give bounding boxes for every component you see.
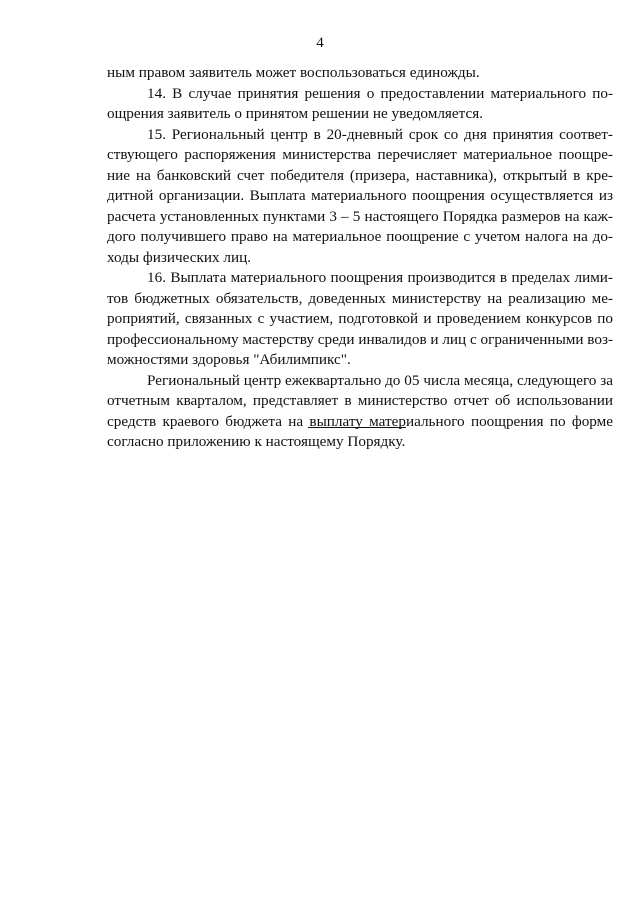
text-line: дого получившего право на материальное поощрение с учетом налога на до- <box>107 228 613 245</box>
text-line: согласно приложению к настоящему Порядку. <box>107 433 406 450</box>
end-separator-line <box>308 427 406 428</box>
text-line: средств краевого бюджета на выплату материального поощрения по форме <box>107 412 613 430</box>
paragraph-item-15 <box>107 125 613 269</box>
text-line: можностями здоровья "Абилимпикс". <box>107 351 351 368</box>
text-line: ощрения заявитель о принятом решении не уведомляется. <box>107 105 483 122</box>
text-line: ние на банковский счет победителя (призера, наставника), открытый в кре- <box>107 166 613 184</box>
text-line: ным правом заявитель может воспользоваться единожды. <box>107 64 480 81</box>
text-line: Региональный центр ежеквартально до 05 числа месяца, следующего за <box>147 371 613 389</box>
paragraph-item-16 <box>107 268 613 371</box>
document-body <box>107 63 613 453</box>
paragraph-item-14 <box>107 84 613 125</box>
paragraph-continuation <box>107 63 613 84</box>
text-line: ствующего распоряжения министерства перечисляет материальное поощре- <box>107 146 613 163</box>
text-line: отчетным кварталом, представляет в министерство отчет об использовании <box>107 392 613 409</box>
text-line: профессиональному мастерству среди инвалидов и лиц с ограниченными воз- <box>107 330 614 348</box>
page-number: 4 <box>316 35 324 51</box>
text-line: 15. Региональный центр в 20-дневный срок со дня принятия соответ- <box>147 125 613 143</box>
text-line: 16. Выплата материального поощрения производится в пределах лими- <box>147 269 613 286</box>
text-line: тов бюджетных обязательств, доведенных министерству на реализацию ме- <box>107 289 613 307</box>
paragraph-report <box>107 371 613 453</box>
text-line: 14. В случае принятия решения о предоставлении материального по- <box>147 84 613 102</box>
text-line: ходы физических лиц. <box>107 248 252 266</box>
text-line: расчета установленных пунктами 3 – 5 настоящего Порядка размеров на каж- <box>107 207 613 225</box>
text-line: роприятий, связанных с участием, подготовкой и проведением конкурсов по <box>107 310 613 327</box>
text-line: дитной организации. Выплата материального поощрения осуществляется из <box>107 187 613 204</box>
